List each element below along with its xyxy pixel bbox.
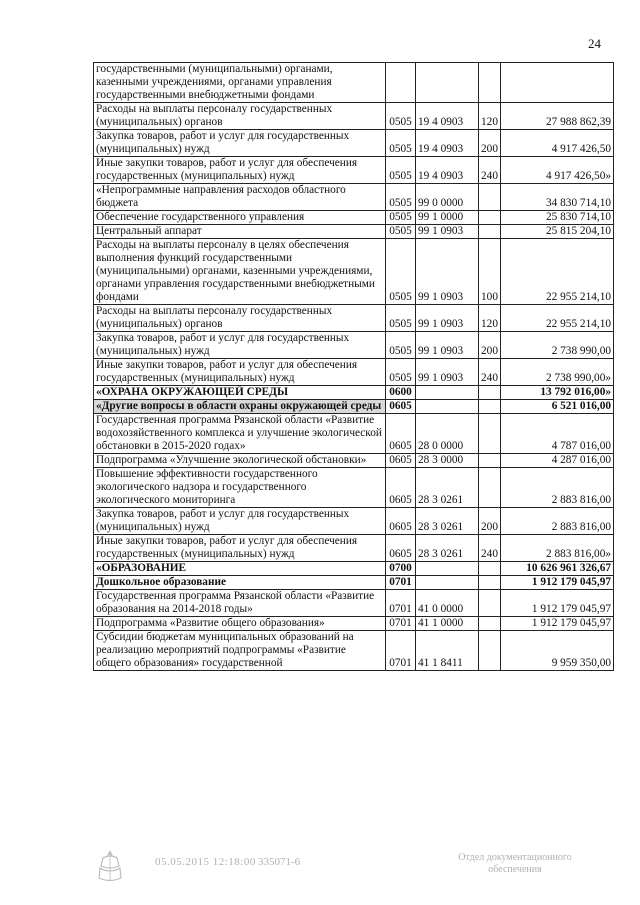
- table-row: [94, 590, 614, 617]
- row-expense-type: [479, 590, 501, 617]
- row-target-code: 99 0 0000: [416, 184, 479, 211]
- row-target-code: 19 4 0903: [416, 130, 479, 157]
- row-target-code: 19 4 0903: [416, 103, 479, 130]
- table-row-section: [94, 386, 614, 400]
- row-target-code: 28 3 0261: [416, 468, 479, 508]
- row-expense-type: 200: [479, 130, 501, 157]
- row-expense-type: 100: [479, 239, 501, 305]
- row-section-code: 0505: [386, 239, 416, 305]
- row-section-code: [386, 63, 416, 103]
- row-amount: 4 917 426,50»: [501, 157, 614, 184]
- table-row: [94, 157, 614, 184]
- row-name: «Непрограммные направления расходов областного бюджета: [94, 184, 386, 211]
- row-expense-type: 200: [479, 332, 501, 359]
- row-amount: 1 912 179 045,97: [501, 576, 614, 590]
- row-target-code: 41 1 8411: [416, 631, 479, 671]
- row-section-code: 0505: [386, 157, 416, 184]
- row-section-code: 0701: [386, 576, 416, 590]
- row-amount: 22 955 214,10: [501, 305, 614, 332]
- table-row: [94, 359, 614, 386]
- row-amount: 2 883 816,00»: [501, 535, 614, 562]
- table-row: [94, 225, 614, 239]
- table-row: [94, 468, 614, 508]
- row-section-code: 0701: [386, 590, 416, 617]
- row-amount: 27 988 862,39: [501, 103, 614, 130]
- row-target-code: 19 4 0903: [416, 157, 479, 184]
- row-expense-type: [479, 400, 501, 414]
- row-expense-type: 200: [479, 508, 501, 535]
- row-amount: 22 955 214,10: [501, 239, 614, 305]
- row-expense-type: [479, 225, 501, 239]
- row-name: Подпрограмма «Развитие общего образования»: [94, 617, 386, 631]
- row-name: Подпрограмма «Улучшение экологической обстановки»: [94, 454, 386, 468]
- row-name: «ОБРАЗОВАНИЕ: [94, 562, 386, 576]
- table-row: [94, 305, 614, 332]
- row-section-code: 0605: [386, 535, 416, 562]
- row-name: Повышение эффективности государственного экологического надзора и государственного экологического мониторинга: [94, 468, 386, 508]
- row-expense-type: 240: [479, 535, 501, 562]
- table-row: [94, 130, 614, 157]
- row-target-code: [416, 576, 479, 590]
- row-amount: 1 912 179 045,97: [501, 590, 614, 617]
- row-section-code: 0605: [386, 414, 416, 454]
- row-expense-type: [479, 617, 501, 631]
- row-name: Государственная программа Рязанской области «Развитие водохозяйственного комплекса и улучшение экологической обстановки в 2015-2020 годах»: [94, 414, 386, 454]
- row-name: Иные закупки товаров, работ и услуг для обеспечения государственных (муниципальных) нужд: [94, 157, 386, 184]
- row-amount: 2 738 990,00»: [501, 359, 614, 386]
- row-name: Обеспечение государственного управления: [94, 211, 386, 225]
- row-target-code: 41 0 0000: [416, 590, 479, 617]
- table-row: [94, 103, 614, 130]
- row-amount: 1 912 179 045,97: [501, 617, 614, 631]
- row-target-code: 28 3 0000: [416, 454, 479, 468]
- row-section-code: 0505: [386, 130, 416, 157]
- row-name: Иные закупки товаров, работ и услуг для обеспечения государственных (муниципальных) нужд: [94, 535, 386, 562]
- table-row: [94, 617, 614, 631]
- footer-timestamp: 05.05.2015 12:18:00: [155, 856, 256, 868]
- table-row: [94, 63, 614, 103]
- row-name: Иные закупки товаров, работ и услуг для обеспечения государственных (муниципальных) нужд: [94, 359, 386, 386]
- row-expense-type: 120: [479, 305, 501, 332]
- row-target-code: 41 1 0000: [416, 617, 479, 631]
- row-section-code: 0605: [386, 454, 416, 468]
- row-amount: 13 792 016,00»: [501, 386, 614, 400]
- budget-table: [93, 62, 614, 671]
- footer-doc-id: 335071-6: [258, 856, 301, 868]
- row-expense-type: [479, 631, 501, 671]
- row-amount: 34 830 714,10: [501, 184, 614, 211]
- coat-of-arms-icon: [95, 848, 125, 884]
- row-section-code: 0505: [386, 103, 416, 130]
- row-section-code: 0701: [386, 631, 416, 671]
- row-amount: 4 787 016,00: [501, 414, 614, 454]
- row-name: Закупка товаров, работ и услуг для государственных (муниципальных) нужд: [94, 508, 386, 535]
- row-amount: 2 738 990,00: [501, 332, 614, 359]
- row-name: Закупка товаров, работ и услуг для государственных (муниципальных) нужд: [94, 130, 386, 157]
- page-number: 24: [588, 36, 601, 51]
- row-target-code: 99 1 0903: [416, 359, 479, 386]
- row-amount: 25 830 714,10: [501, 211, 614, 225]
- row-section-code: 0605: [386, 508, 416, 535]
- row-name: Расходы на выплаты персоналу государственных (муниципальных) органов: [94, 103, 386, 130]
- table-row-section: [94, 562, 614, 576]
- row-name: Дошкольное образование: [94, 576, 386, 590]
- row-name: государственными (муниципальными) органами, казенными учреждениями, органами управления государственными внебюджетными фондами: [94, 63, 386, 103]
- row-expense-type: [479, 414, 501, 454]
- footer-department: Отдел документационного обеспечения: [458, 852, 572, 875]
- table-row: [94, 414, 614, 454]
- row-section-code: 0605: [386, 400, 416, 414]
- table-row: [94, 184, 614, 211]
- row-target-code: [416, 562, 479, 576]
- row-amount: 4 917 426,50: [501, 130, 614, 157]
- row-expense-type: 120: [479, 103, 501, 130]
- row-amount: [501, 63, 614, 103]
- table-row: [94, 239, 614, 305]
- row-expense-type: [479, 63, 501, 103]
- row-target-code: 99 1 0903: [416, 305, 479, 332]
- row-section-code: 0505: [386, 225, 416, 239]
- row-expense-type: 240: [479, 359, 501, 386]
- row-section-code: 0700: [386, 562, 416, 576]
- row-target-code: 99 1 0000: [416, 211, 479, 225]
- row-amount: 10 626 961 326,67: [501, 562, 614, 576]
- row-name: Расходы на выплаты персоналу государственных (муниципальных) органов: [94, 305, 386, 332]
- table-row: [94, 508, 614, 535]
- row-target-code: [416, 386, 479, 400]
- row-expense-type: [479, 386, 501, 400]
- row-name: Субсидии бюджетам муниципальных образований на реализацию мероприятий подпрограммы «Развитие общего образования» государственной: [94, 631, 386, 671]
- row-amount: 4 287 016,00: [501, 454, 614, 468]
- table-row: [94, 211, 614, 225]
- row-target-code: [416, 400, 479, 414]
- row-target-code: 99 1 0903: [416, 225, 479, 239]
- row-amount: 2 883 816,00: [501, 468, 614, 508]
- row-amount: 6 521 016,00: [501, 400, 614, 414]
- row-section-code: 0605: [386, 468, 416, 508]
- row-expense-type: [479, 184, 501, 211]
- row-amount: 25 815 204,10: [501, 225, 614, 239]
- row-section-code: 0505: [386, 359, 416, 386]
- row-expense-type: [479, 454, 501, 468]
- row-section-code: 0505: [386, 184, 416, 211]
- row-target-code: 28 0 0000: [416, 414, 479, 454]
- row-name: Государственная программа Рязанской области «Развитие образования на 2014-2018 годы»: [94, 590, 386, 617]
- table-row: [94, 535, 614, 562]
- table-row: [94, 454, 614, 468]
- row-expense-type: 240: [479, 157, 501, 184]
- row-target-code: 28 3 0261: [416, 535, 479, 562]
- row-target-code: 99 1 0903: [416, 239, 479, 305]
- footer-stamp: [0, 848, 640, 888]
- row-section-code: 0505: [386, 332, 416, 359]
- row-section-code: 0505: [386, 211, 416, 225]
- row-name: Расходы на выплаты персоналу в целях обеспечения выполнения функций государственными (муниципальными) органами, казенными учреждениями, органами управления государственными внебюджетными фондами: [94, 239, 386, 305]
- row-name: «Другие вопросы в области охраны окружающей среды: [94, 400, 386, 414]
- row-target-code: 99 1 0903: [416, 332, 479, 359]
- row-amount: 9 959 350,00: [501, 631, 614, 671]
- row-section-code: 0600: [386, 386, 416, 400]
- table-row-section: [94, 576, 614, 590]
- row-section-code: 0505: [386, 305, 416, 332]
- row-expense-type: [479, 211, 501, 225]
- row-target-code: 28 3 0261: [416, 508, 479, 535]
- table-row-section: [94, 400, 614, 414]
- row-target-code: [416, 63, 479, 103]
- row-section-code: 0701: [386, 617, 416, 631]
- row-expense-type: [479, 562, 501, 576]
- row-name: Центральный аппарат: [94, 225, 386, 239]
- row-expense-type: [479, 576, 501, 590]
- row-name: «ОХРАНА ОКРУЖАЮЩЕЙ СРЕДЫ: [94, 386, 386, 400]
- row-expense-type: [479, 468, 501, 508]
- row-name: Закупка товаров, работ и услуг для государственных (муниципальных) нужд: [94, 332, 386, 359]
- table-row: [94, 332, 614, 359]
- table-row: [94, 631, 614, 671]
- row-amount: 2 883 816,00: [501, 508, 614, 535]
